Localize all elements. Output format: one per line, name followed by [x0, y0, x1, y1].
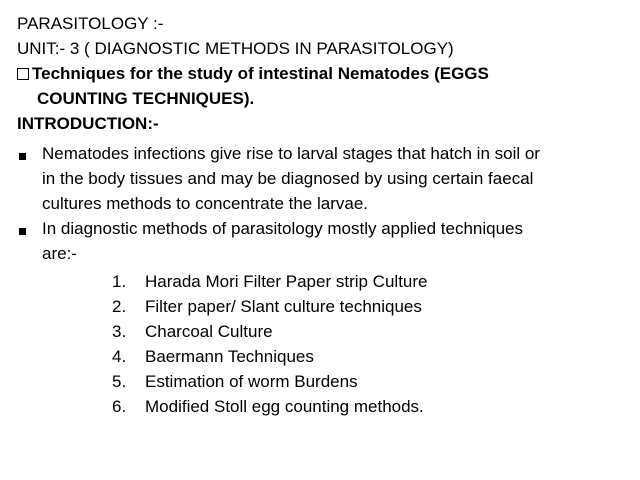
technique-item	[112, 297, 422, 317]
intro-heading: INTRODUCTION:-	[17, 114, 159, 133]
bullet-1-line-3: cultures methods to concentrate the larvae.	[42, 194, 369, 213]
technique-number: 5.	[112, 372, 127, 391]
bullet-1-line-2: in the body tissues and may be diagnosed by using certain faecal	[42, 169, 534, 188]
technique-label: Modified Stoll egg counting methods.	[145, 397, 424, 416]
technique-number: 6.	[112, 397, 127, 416]
unit-title: UNIT:- 3 ( DIAGNOSTIC METHODS IN PARASITOLOGY)	[17, 39, 454, 58]
bullet-1-line-1: Nematodes infections give rise to larval stages that hatch in soil or	[42, 144, 540, 163]
technique-item	[112, 272, 427, 292]
bullet-2-line-2: are:-	[42, 244, 77, 263]
bullet-icon	[19, 228, 26, 235]
technique-number: 4.	[112, 347, 127, 366]
topic-line-1: Techniques for the study of intestinal Nematodes (EGGS	[32, 64, 489, 83]
technique-number: 2.	[112, 297, 127, 316]
technique-item	[112, 347, 314, 367]
technique-item	[112, 397, 424, 417]
technique-item	[112, 322, 273, 342]
technique-number: 3.	[112, 322, 127, 341]
topic-heading	[17, 64, 489, 84]
topic-line-2: COUNTING TECHNIQUES).	[37, 89, 255, 108]
header-title: PARASITOLOGY :-	[17, 14, 164, 33]
technique-label: Filter paper/ Slant culture techniques	[145, 297, 422, 316]
technique-label: Harada Mori Filter Paper strip Culture	[145, 272, 428, 291]
bullet-icon	[19, 153, 26, 160]
technique-label: Charcoal Culture	[145, 322, 273, 341]
checkbox-icon	[17, 68, 29, 80]
technique-number: 1.	[112, 272, 127, 291]
technique-item	[112, 372, 358, 392]
technique-label: Baermann Techniques	[145, 347, 314, 366]
bullet-2-line-1: In diagnostic methods of parasitology mostly applied techniques	[42, 219, 524, 238]
technique-label: Estimation of worm Burdens	[145, 372, 358, 391]
